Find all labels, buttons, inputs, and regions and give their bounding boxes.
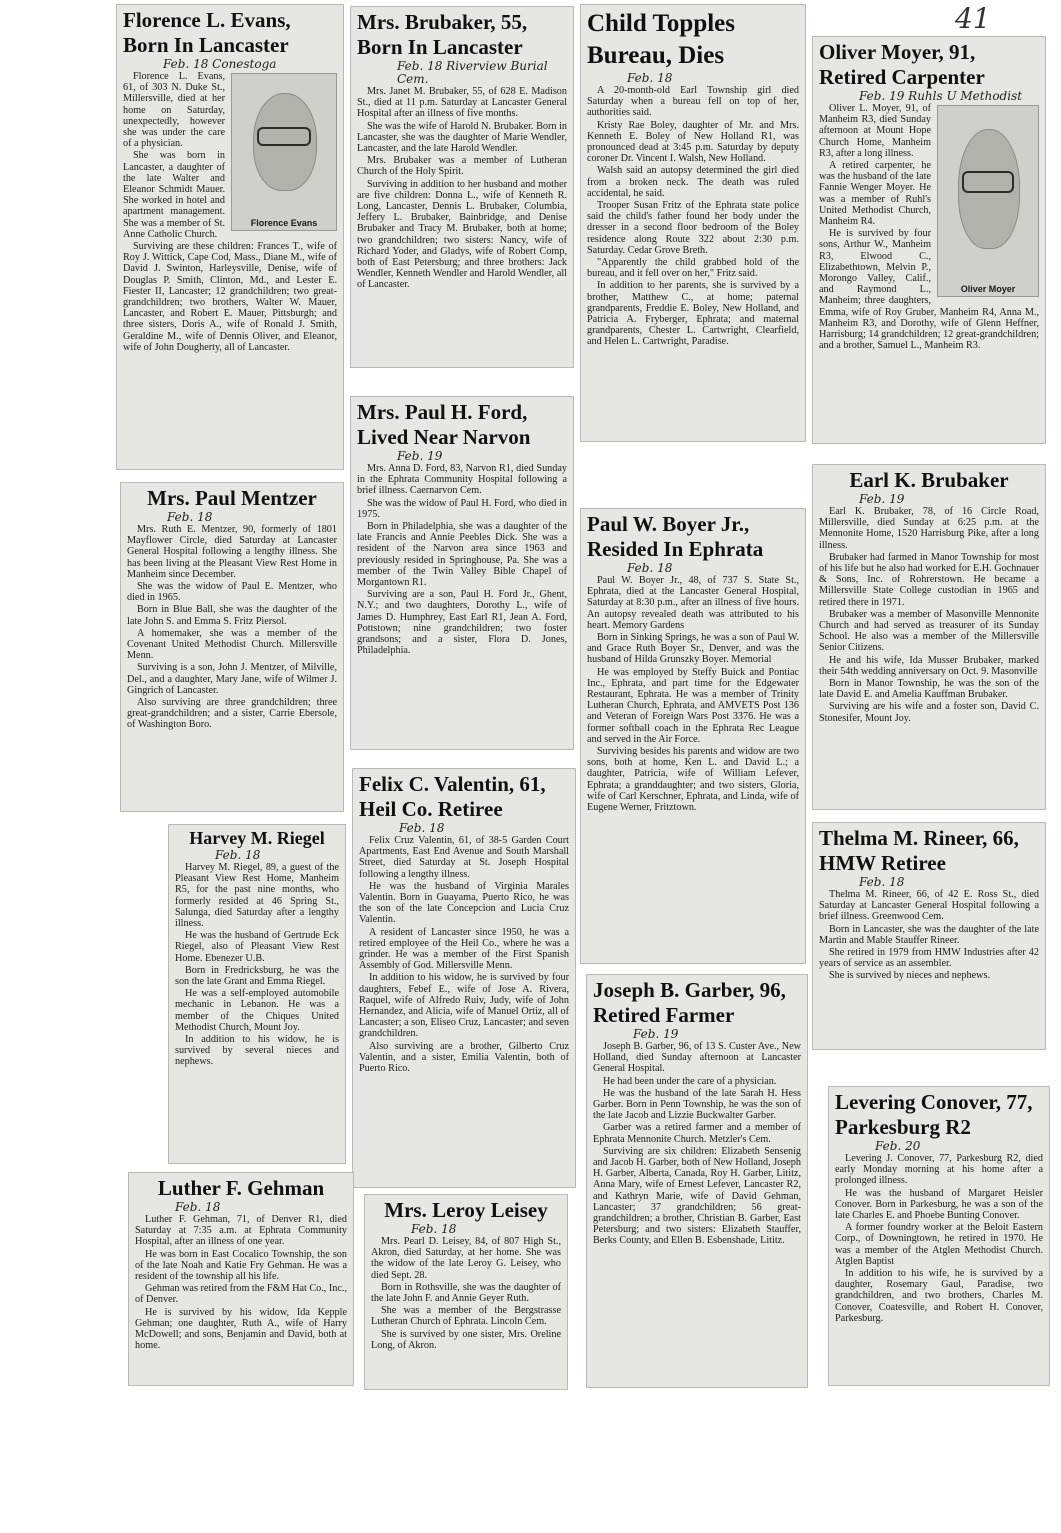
portrait-photo (937, 105, 1039, 297)
obituary-anna-ford (350, 396, 574, 750)
paragraph: Born in Sinking Springs, he was a son of Paul W. and Grace Ruth Boyer Sr., Denver, and was the husband of Hilda Grunszky Boyer. Memorial (587, 632, 799, 666)
paragraph: He was the husband of Margaret Heisler Conover. Born in Parkesburg, he was a son of the late Charles E. and Phoebe Bunting Conover. (835, 1187, 1043, 1222)
paragraph: He was employed by Steffy Buick and Pontiac Inc., Ephrata, and part time for the Edgewater Restaurant, Ephrata. He was a member of Trinity Lutheran Church, Ephrata, and AMVETS Post 136 and Veteran of Foreign Wars Post 3376. He was a former softball coach in the Ephrata Rec League and served in the Air Force. (587, 666, 799, 745)
handwritten-note: Feb. 18 Conestoga (163, 57, 277, 71)
handwritten-note: Feb. 19 (859, 492, 905, 506)
handwritten-note: Feb. 18 (399, 821, 445, 835)
paragraph: She is survived by one sister, Mrs. Oreline Long, of Akron. (371, 1328, 561, 1351)
paragraph: She was the widow of Paul E. Mentzer, who died in 1965. (127, 581, 337, 604)
paragraph: He had been under the care of a physician. (603, 1075, 777, 1087)
paragraph: Joseph B. Garber, 96, of 13 S. Custer Ave., New Holland, died Sunday afternoon at Lancaster General Hospital. (593, 1041, 801, 1075)
paragraph: She was the widow of Paul H. Ford, who died in 1975. (357, 497, 567, 520)
paragraph: Mrs. Anna D. Ford, 83, Narvon R1, died Sunday in the Ephrata Community Hospital following a brief illness. Caernarvon Cem. (357, 463, 567, 497)
paragraph: He and his wife, Ida Musser Brubaker, marked their 54th wedding anniversary on Oct. 9. Masonville (819, 654, 1039, 677)
paragraph: Born in Fredricksburg, he was the son the late Grant and Emma Riegel. (175, 964, 339, 988)
paragraph: Born in Philadelphia, she was a daughter of the late Francis and Annie Peebles Dick. She was a resident of the Narvon area since 1963 and previously resided in Springhouse, Pa. She was a member of the Twin Valley Bible Chapel of Morgantown R1. (357, 521, 567, 589)
obituary-text (819, 889, 1039, 982)
obituary-text (135, 1214, 347, 1351)
handwritten-note: Feb. 18 Riverview Burial Cem. (397, 59, 548, 86)
paragraph: Surviving besides his parents and widow are two sons, both at home, Ken L. and David L.; a daughter, Patricia, wife of William Lefever, Ephrata; a granddaughter; and two sisters, Gloria, wife of Carl Kerschner, Ephrata, and Linda, wife of Eugene Werner, Fritztown. (587, 746, 799, 814)
paragraph: Garber was a retired farmer and a member of Ephrata Mennonite Church. Metzler's Cem. (593, 1122, 801, 1145)
glasses-icon (257, 127, 311, 146)
paragraph: Mrs. Ruth E. Mentzer, 90, formerly of 1801 Mayflower Circle, died Saturday at Lancaster General Hospital following a lengthy illness. She has been living at the Pleasant View Rest Home in Manheim since December. (127, 524, 337, 580)
paragraph: Brubaker had farmed in Manor Township for most of his life but he also had worked for E.H. Gochnauer & Sons, Inc. of Rohrerstown. He became a Millersville State College custodian in 1965 and retired there in 1971. (819, 551, 1039, 608)
handwritten-note: Feb. 18 (627, 561, 673, 575)
photo-caption: Oliver Moyer (960, 284, 1016, 294)
paragraph: He was the husband of the late Sarah H. Hess Garber. Born in Penn Township, he was the son of the late Jacob and Lizzie Buckwalter Garber. (593, 1087, 801, 1122)
obituary-text (357, 86, 567, 291)
obituary-text (357, 463, 567, 656)
glasses-icon (962, 171, 1014, 194)
paragraph: She was a member of the Bergstrasse Lutheran Church of Ephrata. Lincoln Cem. (371, 1305, 561, 1328)
obituary-luther-gehman (128, 1172, 354, 1386)
paragraph: She retired in 1979 from HMW Industries after 42 years of service as an assembler. (819, 947, 1039, 970)
article-child-topples-bureau (580, 4, 806, 442)
obituary-levering-conover (828, 1086, 1050, 1386)
paragraph: Gehman was retired from the F&M Hat Co., Inc., of Denver. (135, 1283, 348, 1306)
article-text (587, 85, 799, 348)
paragraph: A homemaker, she was a member of the Covenant United Methodist Church. Millersville Menn. (127, 627, 337, 662)
headline: Luther F. Gehman (157, 1176, 325, 1200)
paragraph: Born in Rothsville, she was the daughter of the late John F. and Annie Geyer Ruth. (371, 1281, 561, 1305)
paragraph: He is survived by his widow, Ida Kepple Gehman; one daughter, Ruth A., wife of Harry McDowell; and sons, Benjamin and David, both at home. (135, 1306, 347, 1352)
paragraph: Florence L. Evans, 61, of 303 N. Duke St., Millersville, died at her home on Saturday, unexpectedly, however she was under the care of a physician. (123, 71, 225, 150)
headline: Harvey M. Riegel (189, 828, 325, 848)
headline: Child Topples Bureau, Dies (587, 10, 736, 69)
headline: Thelma M. Rineer, 66, HMW Retiree (819, 826, 1019, 875)
headline: Mrs. Brubaker, 55, Born In Lancaster (357, 10, 528, 59)
headline: Oliver Moyer, 91, Retired Carpenter (819, 40, 985, 89)
paragraph: He was the husband of Virginia Marales Valentin. Born in Guayama, Puerto Rico, he was the son of the late Concepcion and Lucia Cruz Valentin. (359, 880, 569, 926)
obituary-ruth-mentzer (120, 482, 344, 812)
paragraph: She was the wife of Harold N. Brubaker. Born in Lancaster, she was the daughter of Marie Wendler, Lancaster, and the late Harold Wendler. (357, 120, 567, 155)
paragraph: A retired carpenter, he was the husband of the late Fannie Wenger Moyer. He was a member of Ruhl's United Methodist Church, Manheim R4. (819, 160, 931, 228)
page-number: 41 (955, 2, 991, 35)
paragraph: A 20-month-old Earl Township girl died Saturday when a bureau fell on top of her, authorities said. (587, 85, 799, 119)
handwritten-note: Feb. 20 (875, 1139, 921, 1153)
headline: Mrs. Paul H. Ford, Lived Near Narvon (357, 400, 531, 449)
paragraph: In addition to his wife, he is survived by a daughter, Rosemary Gaul, Paradise, two grandchildren, and two brothers, Charles M. Conover, Coatesville, and Robert H. Conover, Parkesburg. (835, 1268, 1043, 1324)
paragraph: Felix Cruz Valentin, 61, of 38-5 Garden Court Apartments, East End Avenue and South Marshall Street, died Saturday at St. Joseph Hospital following a lengthy illness. (359, 835, 569, 880)
obituary-pearl-leisey (364, 1194, 568, 1390)
obituary-text (819, 506, 1039, 724)
paragraph: Born in Lancaster, she was the daughter of the late Martin and Mable Stauffer Rineer. (819, 923, 1039, 946)
paragraph: "Apparently the child grabbed hold of the bureau, and it fell over on her," Fritz said. (587, 257, 799, 280)
paragraph: She was born in Lancaster, a daughter of the late Walter and Eleanor Schmidt Mauer. She worked in hotel and apartment management. She was a member of St. Anne Catholic Church. (123, 150, 225, 240)
obituary-oliver-moyer (812, 36, 1046, 444)
paragraph: He was a self-employed automobile mechanic in Lebanon. He was a member of the Chiques United Methodist Church, Mount Joy. (175, 988, 339, 1033)
obituary-text (127, 524, 337, 731)
obituary-harvey-riegel (168, 824, 346, 1164)
obituary-text (371, 1236, 561, 1351)
paragraph: Surviving in addition to her husband and mother are five children: Donna L., wife of Kenneth R. Long, Lancaster, Dennis L. Brubaker, Columbia, Jeffery L. Brubaker, Bainbridge, and Denise Brubaker and Tracy M. Brubaker, both at home; two grandchildren; two sisters: Nancy, wife of Richard Yoder, and Gladys, wife of Robert Comp, both of East Petersburg; and three brothers: Jack Wendler, Kenneth Wendler and Harold Wendler, all of Lancaster. (357, 178, 567, 291)
handwritten-note: Feb. 18 (175, 1200, 221, 1214)
paragraph: Surviving is a son, John J. Mentzer, of Milville, Del., and a daughter, Mary Jane, wife of Wilmer J. Gingrich of Lancaster. (127, 662, 337, 696)
obituary-florence-evans (116, 4, 344, 470)
headline: Florence L. Evans, Born In Lancaster (123, 8, 291, 57)
handwritten-note: Feb. 18 (411, 1222, 457, 1236)
paragraph: Levering J. Conover, 77, Parkesburg R2, died early Monday morning at his home after a prolonged illness. (835, 1153, 1043, 1187)
handwritten-note: Feb. 18 (627, 71, 673, 85)
paragraph: Surviving are these children: Frances T., wife of Roy J. Wittick, Cape Cod, Mass., Diane M., wife of David J. Swinton, Harleysville, Denise, wife of Douglas P. Smith, Clinton, Md., and Lester E. Fiester II, Lancaster; 12 grandchildren; two great-grandchildren; two brothers, Walter W. Mauer, Lancaster, and Robert E. Mauer, Pittsburgh; and three sisters, Doris A., wife of Ronald J. Smith, Geraldine M., wife of Dennis Oliver, and Eleanor, wife of John Dougherty, all of Lancaster. (123, 241, 337, 353)
paragraph: Luther F. Gehman, 71, of Denver R1, died Saturday at 7:35 a.m. at Ephrata Community Hospital, after an illness of one year. (135, 1214, 347, 1248)
paragraph: Oliver L. Moyer, 91, of Manheim R3, died Sunday afternoon at Mount Hope Church Home, Manheim R3, after a long illness. (819, 103, 931, 159)
obituary-earl-brubaker (812, 464, 1046, 810)
paragraph: Kristy Rae Boley, daughter of Mr. and Mrs. Kenneth E. Boley of New Holland R1, was pronounced dead at 3:45 p.m. Saturday by deputy coroner Dr. Vincent I. Walsh, New Holland. (587, 119, 799, 165)
paragraph: Mrs. Janet M. Brubaker, 55, of 628 E. Madison St., died at 11 p.m. Saturday at Lancaster General Hospital after an illness of five months. (357, 86, 567, 120)
obituary-text (587, 575, 799, 813)
paragraph: Trooper Susan Fritz of the Ephrata state police said the child's father found her body under the dresser in a second floor bedroom of the Boley residence along Route 322 about 2:30 p.m. Saturday. Cedar Grove Breth. (587, 200, 799, 256)
paragraph: Surviving are six children: Elizabeth Sensenig and Jacob H. Garber, both of New Holland, Joseph H. Garber, Alberta, Canada, Roy H. Garber, Lititz, Anna Mary, wife of Ernest Lefever, Lancaster R2, and Kathryn Marie, wife of David Gehman, Lancaster; 37 grandchildren; 56 great-grandchildren; a brother, Christian B. Garber, East Petersburg; and two sisters: Elizabeth Stauffer, Berks County, and Ellen B. Esbenshade, Lititz. (593, 1145, 801, 1247)
paragraph: In addition to his widow, he is survived by several nieces and nephews. (175, 1034, 339, 1068)
obituary-joseph-garber (586, 974, 808, 1388)
headline: Levering Conover, 77, Parkesburg R2 (835, 1090, 1033, 1139)
obituary-text (593, 1041, 801, 1247)
photo-caption: Florence Evans (250, 218, 318, 228)
obituary-text (359, 835, 569, 1074)
paragraph: He was the husband of Gertrude Eck Riegel, also of Pleasant View Rest Home. Ebenezer U.B. (175, 930, 339, 964)
paragraph: He is survived by four sons, Arthur W., Manheim R3, Elwood C., Elizabethtown, Melvin P., Morongo Valley, Calif., and Raymond L., Manheim; three daughters, Emma, wife of Roy Gruber, Manheim R4, Anna M., Manheim R3, and Dorothy, wife of Glenn Heffner, Harrisburg; 14 grandchildren; 12 great-grandchildren; and a brother, Samuel L., Manheim R3. (819, 228, 1039, 352)
handwritten-note: Feb. 18 (859, 875, 905, 889)
paragraph: In addition to her parents, she is survived by a brother, Matthew C., at home; paternal grandparents, Freddie E. Boley, New Holland, and Patricia A. Fryberger, Ephrata; and maternal grandparents, Chester L. Cartwright, Clearfield, and Helen L. Cartwright, Paradise. (587, 280, 799, 348)
paragraph: Also surviving are three grandchildren; three great-grandchildren; and a sister, Carrie Ebersole, of Washington Boro. (127, 697, 337, 731)
paragraph: Paul W. Boyer Jr., 48, of 737 S. State St., Ephrata, died at the Lancaster General Hospital, Saturday at 8:30 p.m., after an illness of five hours. An autopsy revealed death was attributed to his heart. Memory Gardens (587, 575, 799, 631)
headline: Mrs. Leroy Leisey (384, 1198, 548, 1222)
handwritten-note: Feb. 18 (167, 510, 213, 524)
handwritten-note: Feb. 18 (215, 848, 261, 862)
headline: Earl K. Brubaker (849, 468, 1009, 492)
paragraph: A resident of Lancaster since 1950, he was a retired employee of the Heil Co., where he was a grinder. He was a member of the First Spanish Assembly of God. Millersville Menn. (359, 926, 569, 972)
paragraph: Walsh said an autopsy determined the girl died from a broken neck. The death was ruled accidental, he said. (587, 165, 799, 199)
paragraph: Brubaker was a member of Masonville Mennonite Church and had served as treasurer of its Sunday School. He also was a member of the Millersville Senior Citizens. (819, 608, 1039, 654)
obituary-text (835, 1153, 1043, 1324)
obituary-janet-brubaker (350, 6, 574, 368)
headline: Joseph B. Garber, 96, Retired Farmer (593, 978, 786, 1027)
paragraph: Harvey M. Riegel, 89, a guest of the Pleasant View Rest Home, Manheim R5, for the past nine months, who formerly resided at 46 Spring St., Salunga, died Saturday after a lengthy illness. (175, 862, 339, 930)
handwritten-note: Feb. 19 (397, 449, 443, 463)
paragraph: A former foundry worker at the Beloit Eastern Corp., of Downingtown, he retired in 1970. He was a member of the Atglen Methodist Church. Atglen Baptist (835, 1222, 1043, 1267)
paragraph: She is survived by nieces and nephews. (829, 970, 990, 982)
paragraph: Born in Blue Ball, she was the daughter of the late John S. and Emma S. Fritz Piersol. (127, 604, 337, 627)
paragraph: In addition to his widow, he is survived by four daughters, Febef E., wife of Jose A. Rivera, Raquel, wife of Alfredo Ruiv, Judy, wife of John Hernandez, and Alicia, wife of Manuel Ortiz, all of Lancaster; a son, Eliseo Cruz, Lancaster; and seven grandchildren. (359, 972, 569, 1040)
headline: Felix C. Valentin, 61, Heil Co. Retiree (359, 772, 546, 821)
paragraph: Surviving are his wife and a foster son, David C. Stonesifer, Mount Joy. (819, 701, 1039, 724)
obituary-paul-boyer (580, 508, 806, 964)
obituary-text (175, 862, 339, 1068)
obituary-felix-valentin (352, 768, 576, 1188)
paragraph: Mrs. Pearl D. Leisey, 84, of 807 High St., Akron, died Saturday, at her home. She was the widow of the late Leroy G. Leisey, who died Sept. 28. (371, 1236, 561, 1281)
paragraph: Born in Manor Township, he was the son of the late David E. and Amelia Kauffman Brubaker. (819, 678, 1039, 701)
paragraph: Surviving are a son, Paul H. Ford Jr., Ghent, N.Y.; and two daughters, Dorothy L., wife of James D. Humphrey, East Earl R1, Jean A. Ford, Pottstown; nine grandchildren; two foster grandsons; and a sister, Flora D. Jones, Philadelphia. (357, 589, 567, 657)
headline: Paul W. Boyer Jr., Resided In Ephrata (587, 512, 764, 561)
paragraph: Earl K. Brubaker, 78, of 16 Circle Road, Millersville, died Sunday at 6:25 p.m. at the Mennonite Home, 1520 Harrisburg Pike, after a long illness. (819, 506, 1039, 551)
paragraph: He was born in East Cocalico Township, the son of the late Noah and Katie Fry Gehman. He was a resident of the township all his life. (135, 1248, 347, 1283)
portrait-photo (231, 73, 337, 231)
paragraph: Mrs. Brubaker was a member of Lutheran Church of the Holy Spirit. (357, 155, 567, 178)
handwritten-note: Feb. 19 (633, 1027, 679, 1041)
paragraph: Thelma M. Rineer, 66, of 42 E. Ross St., died Saturday at Lancaster General Hospital following a brief illness. Greenwood Cem. (819, 889, 1039, 923)
obituary-thelma-rineer (812, 822, 1046, 1050)
headline: Mrs. Paul Mentzer (147, 486, 317, 510)
handwritten-note: Feb. 19 Ruhls U Methodist (859, 89, 1023, 103)
paragraph: Also surviving are a brother, Gilberto Cruz Valentin, and a sister, Emilia Valentin, both of Puerto Rico. (359, 1040, 569, 1075)
